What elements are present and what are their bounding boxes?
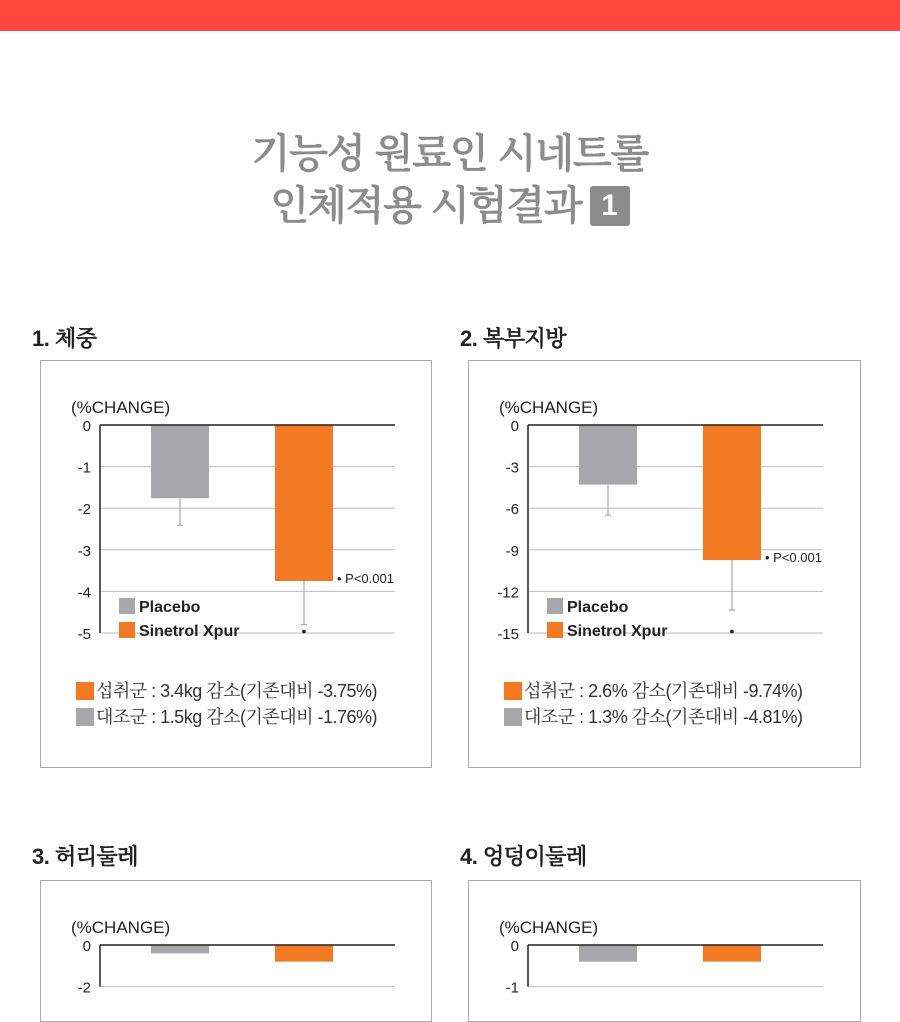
chart-hip (469, 881, 860, 1021)
y-tick-label: 0 (510, 418, 519, 435)
top-accent-bar (0, 0, 900, 31)
gray-swatch-icon (504, 708, 522, 726)
chart-panel-waist (40, 880, 432, 1022)
section-title-abdominal-fat: 2. 복부지방 (460, 326, 566, 351)
bar-placebo (151, 425, 209, 498)
title-line-2 (0, 180, 900, 232)
significance-marker: • (729, 623, 735, 639)
summary-text: 대조군 : 1.3% 감소(기존대비 -4.81%) (524, 707, 803, 727)
y-tick-label: -1 (77, 459, 91, 477)
summary-text: 대조군 : 1.5kg 감소(기존대비 -1.76%) (96, 707, 378, 727)
title-line-1: 기능성 원료인 시네트롤 (251, 132, 649, 176)
y-tick-label: -5 (77, 626, 91, 643)
bar-placebo (579, 425, 637, 485)
title-number-badge: 1 (590, 186, 630, 226)
section-title-hip: 4. 엉덩이둘레 (460, 844, 587, 869)
y-tick-label: 0 (82, 938, 91, 955)
orange-swatch-icon (76, 682, 94, 700)
y-tick-label: -2 (77, 979, 91, 997)
bar-treatment (275, 425, 333, 581)
summary-text: 섭취군 : 2.6% 감소(기존대비 -9.74%) (524, 681, 803, 701)
bar-treatment (703, 425, 761, 560)
title-line-2-text: 인체적용 시험결과 (270, 184, 582, 228)
bar-treatment (275, 945, 333, 962)
section-title-waist: 3. 허리둘레 (32, 844, 138, 869)
y-tick-label: -1 (505, 979, 519, 997)
chart-panel-hip (468, 880, 861, 1022)
chart-waist (41, 881, 431, 1021)
y-axis-label: (%CHANGE) (71, 918, 171, 937)
y-tick-label: 0 (82, 418, 91, 435)
gray-swatch-icon (76, 708, 94, 726)
summary-abdominal-fat (504, 678, 803, 730)
summary-row-control (504, 704, 803, 730)
bar-placebo (579, 945, 637, 962)
legend-label: Sinetrol Xpur (567, 623, 668, 640)
y-tick-label: 0 (510, 938, 519, 955)
summary-row-treatment (76, 678, 377, 704)
y-axis-label: (%CHANGE) (499, 918, 599, 937)
chart-panel-weight (40, 360, 432, 768)
section-title-weight: 1. 체중 (32, 326, 97, 351)
legend-swatch-icon (547, 622, 563, 638)
legend-swatch-icon (119, 622, 135, 638)
orange-swatch-icon (504, 682, 522, 700)
significance-marker: • (301, 623, 307, 639)
bar-placebo (151, 945, 209, 953)
summary-row-control (76, 704, 377, 730)
y-axis-label: (%CHANGE) (499, 398, 599, 417)
bar-treatment (703, 945, 761, 962)
summary-row-treatment (504, 678, 803, 704)
y-tick-label: -6 (505, 501, 519, 519)
summary-weight (76, 678, 377, 730)
chart-panel-abdominal-fat (468, 360, 861, 768)
y-tick-label: -3 (505, 459, 519, 477)
legend-label: Sinetrol Xpur (139, 623, 240, 640)
legend-label: Placebo (567, 599, 629, 616)
y-tick-label: -12 (497, 584, 519, 602)
legend-swatch-icon (547, 598, 563, 614)
legend-swatch-icon (119, 598, 135, 614)
y-axis-label: (%CHANGE) (71, 398, 171, 417)
y-tick-label: -3 (77, 542, 91, 560)
p-value-annotation: • P<0.001 (337, 571, 394, 586)
y-tick-label: -15 (497, 626, 519, 643)
y-tick-label: -4 (77, 584, 91, 602)
legend-label: Placebo (139, 599, 201, 616)
summary-text: 섭취군 : 3.4kg 감소(기존대비 -3.75%) (96, 681, 378, 701)
y-tick-label: -2 (77, 501, 91, 519)
page-title (0, 128, 900, 232)
p-value-annotation: • P<0.001 (765, 550, 822, 566)
y-tick-label: -9 (505, 542, 519, 560)
